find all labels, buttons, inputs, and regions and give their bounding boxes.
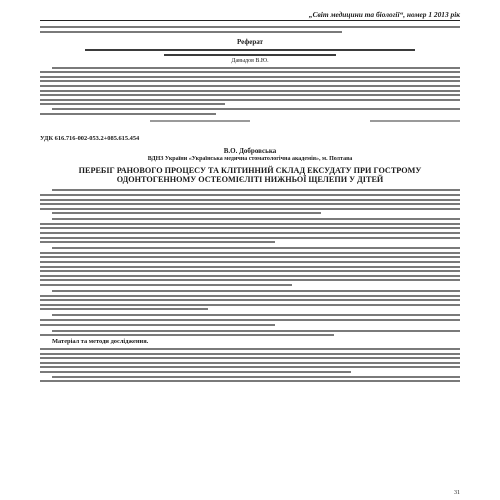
article-abstract (40, 189, 460, 214)
previous-abstract-body (40, 67, 460, 115)
article-title: ПЕРЕБІГ РАНОВОГО ПРОЦЕСУ ТА КЛІТИННИЙ СКЛАД ЕКСУДАТУ ПРИ ГОСТРОМУ ОДОНТОГЕННОМУ ОСТЕОМІЄЛІТІ НИЖНЬОЇ ЩЕЛЕПИ У ДІТЕЙ (78, 165, 422, 184)
running-header: „Світ медицини та біології“, номер 1 2013 рік (40, 10, 460, 21)
previous-article-signoff (40, 118, 460, 127)
article-affiliation: ВДНЗ України «Українська медична стоматологічна академія», м. Полтава (147, 155, 353, 162)
udc-code: УДК 616.716-002-053.2+085.615.454 (40, 134, 140, 142)
body-paragraph (40, 218, 460, 243)
materials-heading: Матеріал та методи дослідження. (52, 338, 149, 346)
previous-abstract-label: Реферат (237, 37, 263, 46)
previous-article-references (40, 26, 460, 33)
article-author: В.О. Добровська (223, 146, 277, 155)
body-paragraph (40, 247, 460, 286)
body-paragraph (40, 290, 460, 310)
materials-paragraph-body (40, 348, 460, 382)
received-date (150, 118, 250, 124)
text-line (40, 31, 342, 33)
body-paragraph (40, 330, 460, 337)
text-line (40, 26, 460, 28)
page-number: 31 (454, 490, 460, 496)
previous-abstract-title (85, 49, 415, 56)
reviewer-signature (370, 118, 460, 124)
materials-paragraph (40, 338, 460, 345)
body-paragraph (40, 314, 460, 325)
previous-abstract-author: Давыдов В.Ю. (231, 57, 269, 64)
